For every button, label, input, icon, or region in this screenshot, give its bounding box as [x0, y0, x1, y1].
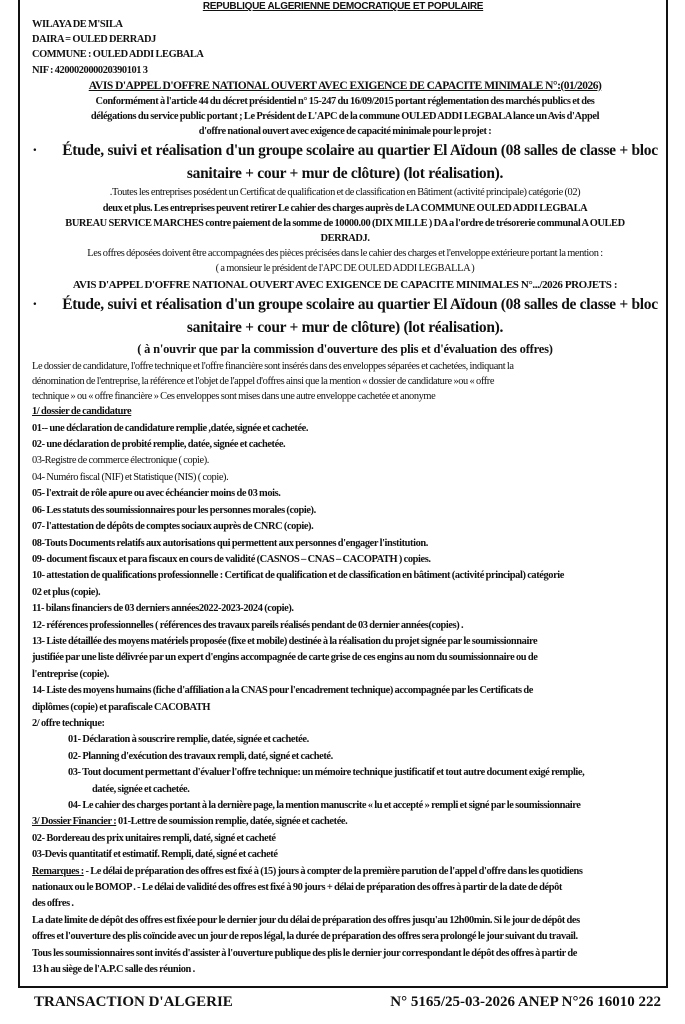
notice-title-2: AVIS D'APPEL D'OFFRE NATIONAL OUVERT AVEC EXIGENCE DE CAPACITE MINIMALES N°.../2026 PROJETS :	[72, 278, 618, 291]
wilaya: WILAYA DE M'SILA	[32, 19, 123, 30]
list-item: 01- Déclaration à souscrire remplie, datée, signée et cachetée.	[68, 734, 309, 746]
conditions-line: Les offres déposées doivent être accompagnées des pièces précisées dans le cahier des charges et l'enveloppe extérieure portant la mention :	[87, 248, 603, 260]
project-title-line: · Étude, suivi et réalisation d'un groupe scolaire au quartier El Aïdoun (08 salles de classe + bloc	[32, 293, 658, 316]
publisher: TRANSACTION D'ALGERIE	[34, 994, 233, 1010]
republic-title: REPUBLIQUE ALGERIENNE DEMOCRATIQUE ET POPULAIRE	[202, 1, 484, 12]
remarks-line: Tous les soumissionnaires sont invités d'assister à l'ouverture publique des plis le dernier jour correspondant le dépôt des offres à partir de	[32, 947, 577, 959]
remarks-heading: Remarques :	[32, 865, 84, 877]
list-item: 02- une déclaration de probité remplie, datée, signée et cachetée.	[32, 439, 286, 451]
list-item: 02- Planning d'exécution des travaux rempli, daté, signé et cacheté.	[68, 750, 333, 762]
section-heading-financier: 3/ Dossier Financier :	[32, 816, 117, 828]
nif: NIF : 420002000020390101 3	[32, 64, 148, 76]
list-item: 02- Bordereau des prix unitaires rempli, daté, signé et cacheté	[32, 832, 276, 844]
remarks-line: Remarques : - Le délai de préparation des offres est fixé à (15) jours à compter de la première parution de l'appel d'offre dans les quotidiens	[32, 865, 583, 877]
list-item: 03- Tout document permettant d'évaluer l'offre technique: un mémoire technique justificatif et tout autre document exigé remplie,	[68, 767, 585, 779]
remarks-line: des offres .	[32, 898, 74, 910]
list-item: 14- Liste des moyens humains (fiche d'affiliation a la CNAS pour l'encadrement technique) accompagnée par les Certificats de	[32, 685, 533, 697]
remarks-line: 13 h au siège de l'A.P.C salle des réunion .	[32, 964, 195, 976]
list-item: 05- l'extrait de rôle apure ou avec échéancier moins de 03 mois.	[32, 488, 281, 500]
list-item: 03-Registre de commerce électronique ( copie).	[32, 455, 210, 467]
bullet-icon: ·	[32, 295, 38, 313]
conditions-line: DERRADJ.	[320, 233, 370, 245]
remarks-line: nationaux ou le BOMOP . - Le délai de validité des offres est fixé à 90 jours + délai de préparation des offres à partir de la date de dépôt	[32, 882, 562, 894]
do-not-open-notice: ( à n'ouvrir que par la commission d'ouverture des plis et d'évaluation des offres)	[137, 341, 553, 356]
project-title-line: sanitaire + cour + mur de clôture) (lot réalisation).	[186, 318, 504, 336]
conditions-line: deux et plus. Les entreprises peuvent retirer Le cahier des charges auprès de LA COMMUNE OULED ADDI LEGBALA	[102, 202, 588, 214]
list-item: 12- références professionnelles ( références des travaux pareils réalisés pendant de 03 dernier années(copies) .	[32, 619, 464, 631]
intro-line: Conformément à l'article 44 du décret présidentiel n° 15-247 du 16/09/2015 portant réglementation des marchés publics et des	[95, 95, 595, 107]
remarks-line: La date limite de dépôt des offres est fixée pour le dernier jour du délai de préparation des offres jusqu'au 12h00min. Si le jour de dépôt des	[32, 914, 580, 926]
list-item: 03-Devis quantitatif et estimatif. Rempli, daté, signé et cacheté	[32, 849, 278, 861]
list-item: 11- bilans financiers de 03 derniers années2022-2023-2024 (copie).	[32, 603, 294, 615]
intro-line: délégations du service public portant ; Le Président de L'APC de la commune OULED ADDI LEGBALA lance un Avis d'Appel	[90, 111, 600, 123]
publication-reference: N° 5165/25-03-2026 ANEP N°26 16010 222	[390, 994, 661, 1010]
list-item: 07- l'attestation de dépôts de comptes sociaux auprès de CNRC (copie).	[32, 521, 314, 533]
remarks-line: offres et l'ouverture des plis coïncide avec un jour de repos légal, la durée de préparation des offres sera prolongé le jour suivant du travail.	[32, 931, 578, 943]
project-title-line: · Étude, suivi et réalisation d'un groupe scolaire au quartier El Aïdoun (08 salles de classe + bloc	[32, 139, 658, 162]
list-item: diplômes (copie) et parafiscale CACOBATH	[32, 701, 211, 713]
section-heading-candidature: 1/ dossier de candidature	[32, 406, 132, 418]
notice-title: AVIS D'APPEL D'OFFRE NATIONAL OUVERT AVEC EXIGENCE DE CAPACITE MINIMALE N°:(01/2026)	[88, 79, 602, 92]
list-item: 04- Numéro fiscal (NIF) et Statistique (NIS) ( copie).	[32, 471, 229, 483]
list-item: 02 et plus (copie).	[32, 586, 101, 598]
list-item: datée, signée et cachetée.	[92, 783, 190, 795]
announcement-frame	[18, 0, 668, 988]
list-item: 08-Touts Documents relatifs aux autorisations qui permettent aux personnes d'engager l'institution.	[32, 537, 428, 549]
bullet-icon: ·	[32, 142, 38, 160]
commune: COMMUNE : OULED ADDI LEGBALA	[32, 49, 204, 61]
daira: DAIRA = OULED DERRADJ	[32, 34, 156, 46]
list-item: 09- document fiscaux et para fiscaux en cours de validité (CASNOS – CNAS – CACOPATH ) copies.	[32, 553, 431, 565]
list-item: 10- attestation de qualifications professionnelle : Certificat de qualification et de classification en bâtiment (activité principal) catégorie	[32, 570, 564, 582]
intro-line: d'offre national ouvert avec exigence de capacité minimale pour le projet :	[198, 126, 492, 138]
list-item: 06- Les statuts des soumissionnaires pour les personnes morales (copie).	[32, 504, 316, 516]
envelopes-line: Le dossier de candidature, l'offre technique et l'offre financière sont insérés dans des enveloppes séparées et cachetées, indiquant la	[32, 360, 514, 372]
list-item: 01-- une déclaration de candidature remplie ,datée, signée et cachetée.	[32, 422, 309, 434]
conditions-line: ( a monsieur le président de l'APC DE OULED ADDI LEGBALLA )	[215, 263, 475, 275]
section-heading-technique: 2/ offre technique:	[32, 717, 105, 729]
list-item: 04- Le cahier des charges portant à la dernière page, la mention manuscrite « lu et accepté » rempli et signé par le soumissionnaire	[68, 800, 581, 811]
financier-line: 3/ Dossier Financier : 01-Lettre de soumission remplie, datée, signée et cachetée.	[32, 816, 348, 828]
list-item: justifiée par une liste délivrée par un expert d'engins accompagnée de carte grise de ces engins au nom du soumissionnaire ou de	[32, 652, 538, 664]
project-title-line: sanitaire + cour + mur de clôture) (lot réalisation).	[186, 165, 504, 183]
conditions-line: BUREAU SERVICE MARCHES contre paiement de la somme de 10000.00 (DIX MILLE ) DA a l'ordre de trésorerie communal A OULED	[65, 217, 625, 229]
list-item: 13- Liste détaillée des moyens matériels proposée (fixe et mobile) destinée à la réalisation du projet signée par le soumissionnaire	[32, 635, 538, 647]
publication-footer	[34, 992, 661, 1012]
conditions-line: .Toutes les entreprises posédent un Certificat de qualification et de classification en Bâtiment (activité principale) catégorie (02)	[109, 187, 581, 199]
envelopes-line: dénomination de l'entreprise, la référence et l'objet de l'appel d'offres ainsi que la mention « dossier de candidature »ou « offre	[32, 375, 495, 387]
list-item: l'entreprise (copie).	[32, 668, 109, 680]
envelopes-line: technique » ou « offre financière » Ces enveloppes sont mises dans une autre enveloppe cachetée et anonyme	[32, 391, 436, 403]
